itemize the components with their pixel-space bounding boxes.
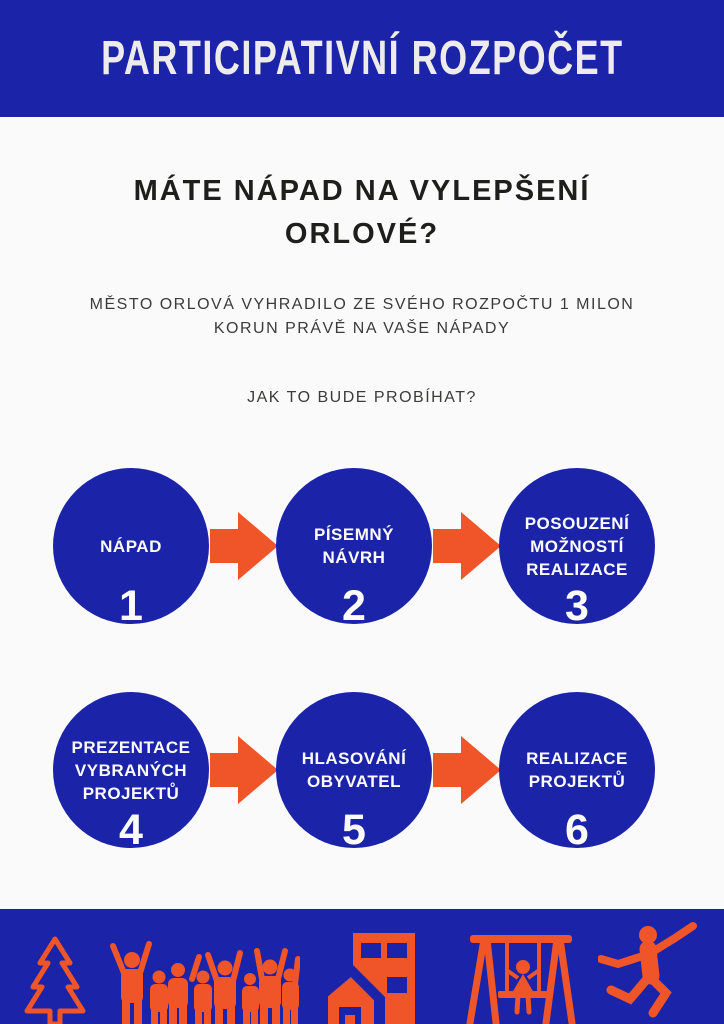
- step-number: 6: [565, 806, 589, 854]
- footer-bar: [0, 909, 724, 1024]
- child-on-swing-icon: [462, 929, 580, 1024]
- arrow-right-icon: [433, 512, 501, 580]
- step-label: POSOUZENÍ MOŽNOSTÍ REALIZACE: [524, 513, 630, 579]
- arrow-right-icon: [210, 512, 278, 580]
- step-circle-6: [499, 692, 655, 854]
- house-buildings-icon: [318, 925, 430, 1024]
- step-number: 5: [342, 806, 366, 854]
- crowd-cheering-icon: [104, 937, 300, 1024]
- step-number: 4: [119, 806, 143, 854]
- step-label: HLASOVÁNÍ OBYVATEL: [301, 749, 407, 791]
- step-label: PREZENTACE VYBRANÝCH PROJEKTŮ: [71, 737, 191, 803]
- header-bar: [0, 0, 724, 117]
- arrow-right-icon: [433, 736, 501, 804]
- pine-tree-icon: [24, 935, 86, 1024]
- step-number: 3: [565, 582, 589, 630]
- step-label: REALIZACE PROJEKTŮ: [526, 749, 628, 791]
- arrow-right-icon: [210, 736, 278, 804]
- step-label: NÁPAD: [100, 536, 162, 556]
- step-circle-5: [276, 692, 432, 854]
- main-heading: MÁTE NÁPAD NA VYLEPŠENÍ ORLOVÉ?: [133, 175, 591, 251]
- intro-text: MĚSTO ORLOVÁ VYHRADILO ZE SVÉHO ROZPOČTU 1 MILON KORUN PRÁVĚ NA VAŠE NÁPADY: [89, 296, 635, 337]
- step-circle-2: [276, 468, 432, 630]
- step-circle-4: [53, 692, 209, 854]
- step-label: PÍSEMNÝ NÁVRH: [313, 525, 395, 567]
- step-number: 1: [119, 582, 143, 630]
- step-number: 2: [342, 582, 366, 630]
- poster-title: PARTICIPATIVNÍ ROZPOČET: [100, 32, 624, 85]
- step-circle-3: [499, 468, 655, 630]
- step-circle-1: [53, 468, 209, 630]
- jumping-person-icon: [598, 921, 704, 1024]
- process-question: JAK TO BUDE PROBÍHAT?: [247, 389, 477, 406]
